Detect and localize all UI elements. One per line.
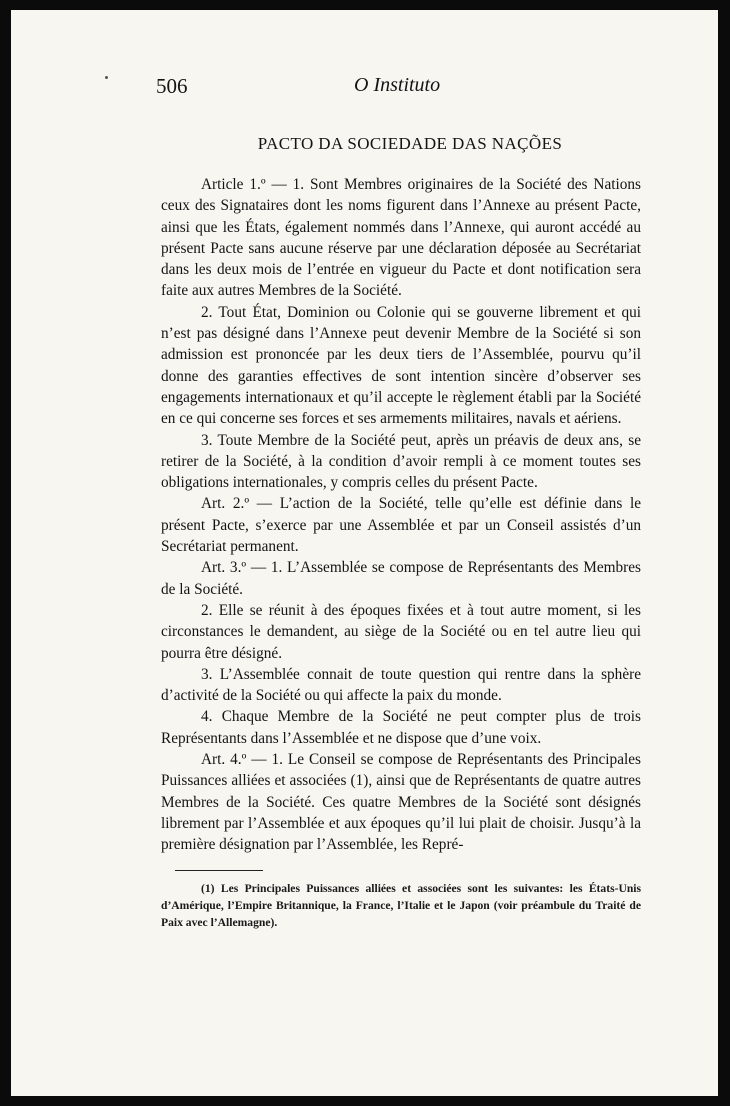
paragraph-article-1-3: 3. Toute Membre de la Société peut, après un préavis de deux ans, se retirer de la Société, à la condition d’avoir rempli à ce moment toutes ses obligations internationales, y compris celles du présent Pacte. xyxy=(161,431,641,492)
paragraph-article-2: Art. 2.º — L’action de la Société, telle qu’elle est définie dans le présent Pacte, s’exerce par une Assemblée et par un Conseil assistés d’un Secrétariat permanent. xyxy=(161,495,641,556)
document-body xyxy=(161,134,641,931)
paragraph-article-4: Art. 4.º — 1. Le Conseil se compose de Représentants des Principales Puissances alliées et associées (1), ainsi que de Représentants de quatre autres Membres de la Société. Ces quatre Membres de la Société sont désignés librement par l’Assemblée et aux époques qu’il lui plait de choisir. Jusqu’à la première désignation par l’Assemblée, les Repré- xyxy=(161,751,641,854)
paragraph-article-1-2: 2. Tout État, Dominion ou Colonie qui se gouverne librement et qui n’est pas désigné dans l’Annexe peut devenir Membre de la Société si son admission est prononcée par les deux tiers de l’Assemblée, pourvu qu’il donne des garanties effectives de sont intention sincère d’observer ses engagements internationaux et qu’il accepte le règlement établi par la Société en ce qui concerne ses forces et ses armements militaires, navals et aériens. xyxy=(161,303,641,428)
document-page xyxy=(11,10,718,1096)
paragraph-article-1: Article 1.º — 1. Sont Membres originaires de la Société des Nations ceux des Signataires dont les noms figurent dans l’Annexe au présent Pacte, ainsi que les États, également nommés dans l’Annexe, qui auront accédé au présent Pacte sans aucune réserve par une déclaration déposée au Secrétariat dans les deux mois de l’entrée en vigueur du Pacte et dont notification sera faite aux autres Membres de la Société. xyxy=(161,176,641,300)
paragraph-article-3-4: 4. Chaque Membre de la Société ne peut compter plus de trois Représentants dans l’Assemblée et ne dispose que d’une voix. xyxy=(161,708,641,747)
page-header xyxy=(11,74,718,104)
paragraph-article-3: Art. 3.º — 1. L’Assemblée se compose de Représentants des Membres de la Société. xyxy=(161,559,641,598)
footnote: (1) Les Principales Puissances alliées et associées sont les suivantes: les États-Unis d’Amérique, l’Empire Britannique, la France, l’Italie et le Japon (voir préambule du Traité de Paix avec l’Allemagne). xyxy=(161,881,641,929)
page-number: 506 xyxy=(156,74,188,98)
footnote-divider xyxy=(175,870,263,871)
running-title: O Instituto xyxy=(354,74,441,96)
document-title: PACTO DA SOCIEDADE DAS NAÇÕES xyxy=(257,134,563,153)
paragraph-article-3-2: 2. Elle se réunit à des époques fixées et à tout autre moment, si les circonstances le demandent, au siège de la Société ou en tel autre lieu qui pourra être désigné. xyxy=(161,601,641,662)
paragraph-article-3-3: 3. L’Assemblée connait de toute question qui rentre dans la sphère d’activité de la Société ou qui affecte la paix du monde. xyxy=(161,665,641,705)
